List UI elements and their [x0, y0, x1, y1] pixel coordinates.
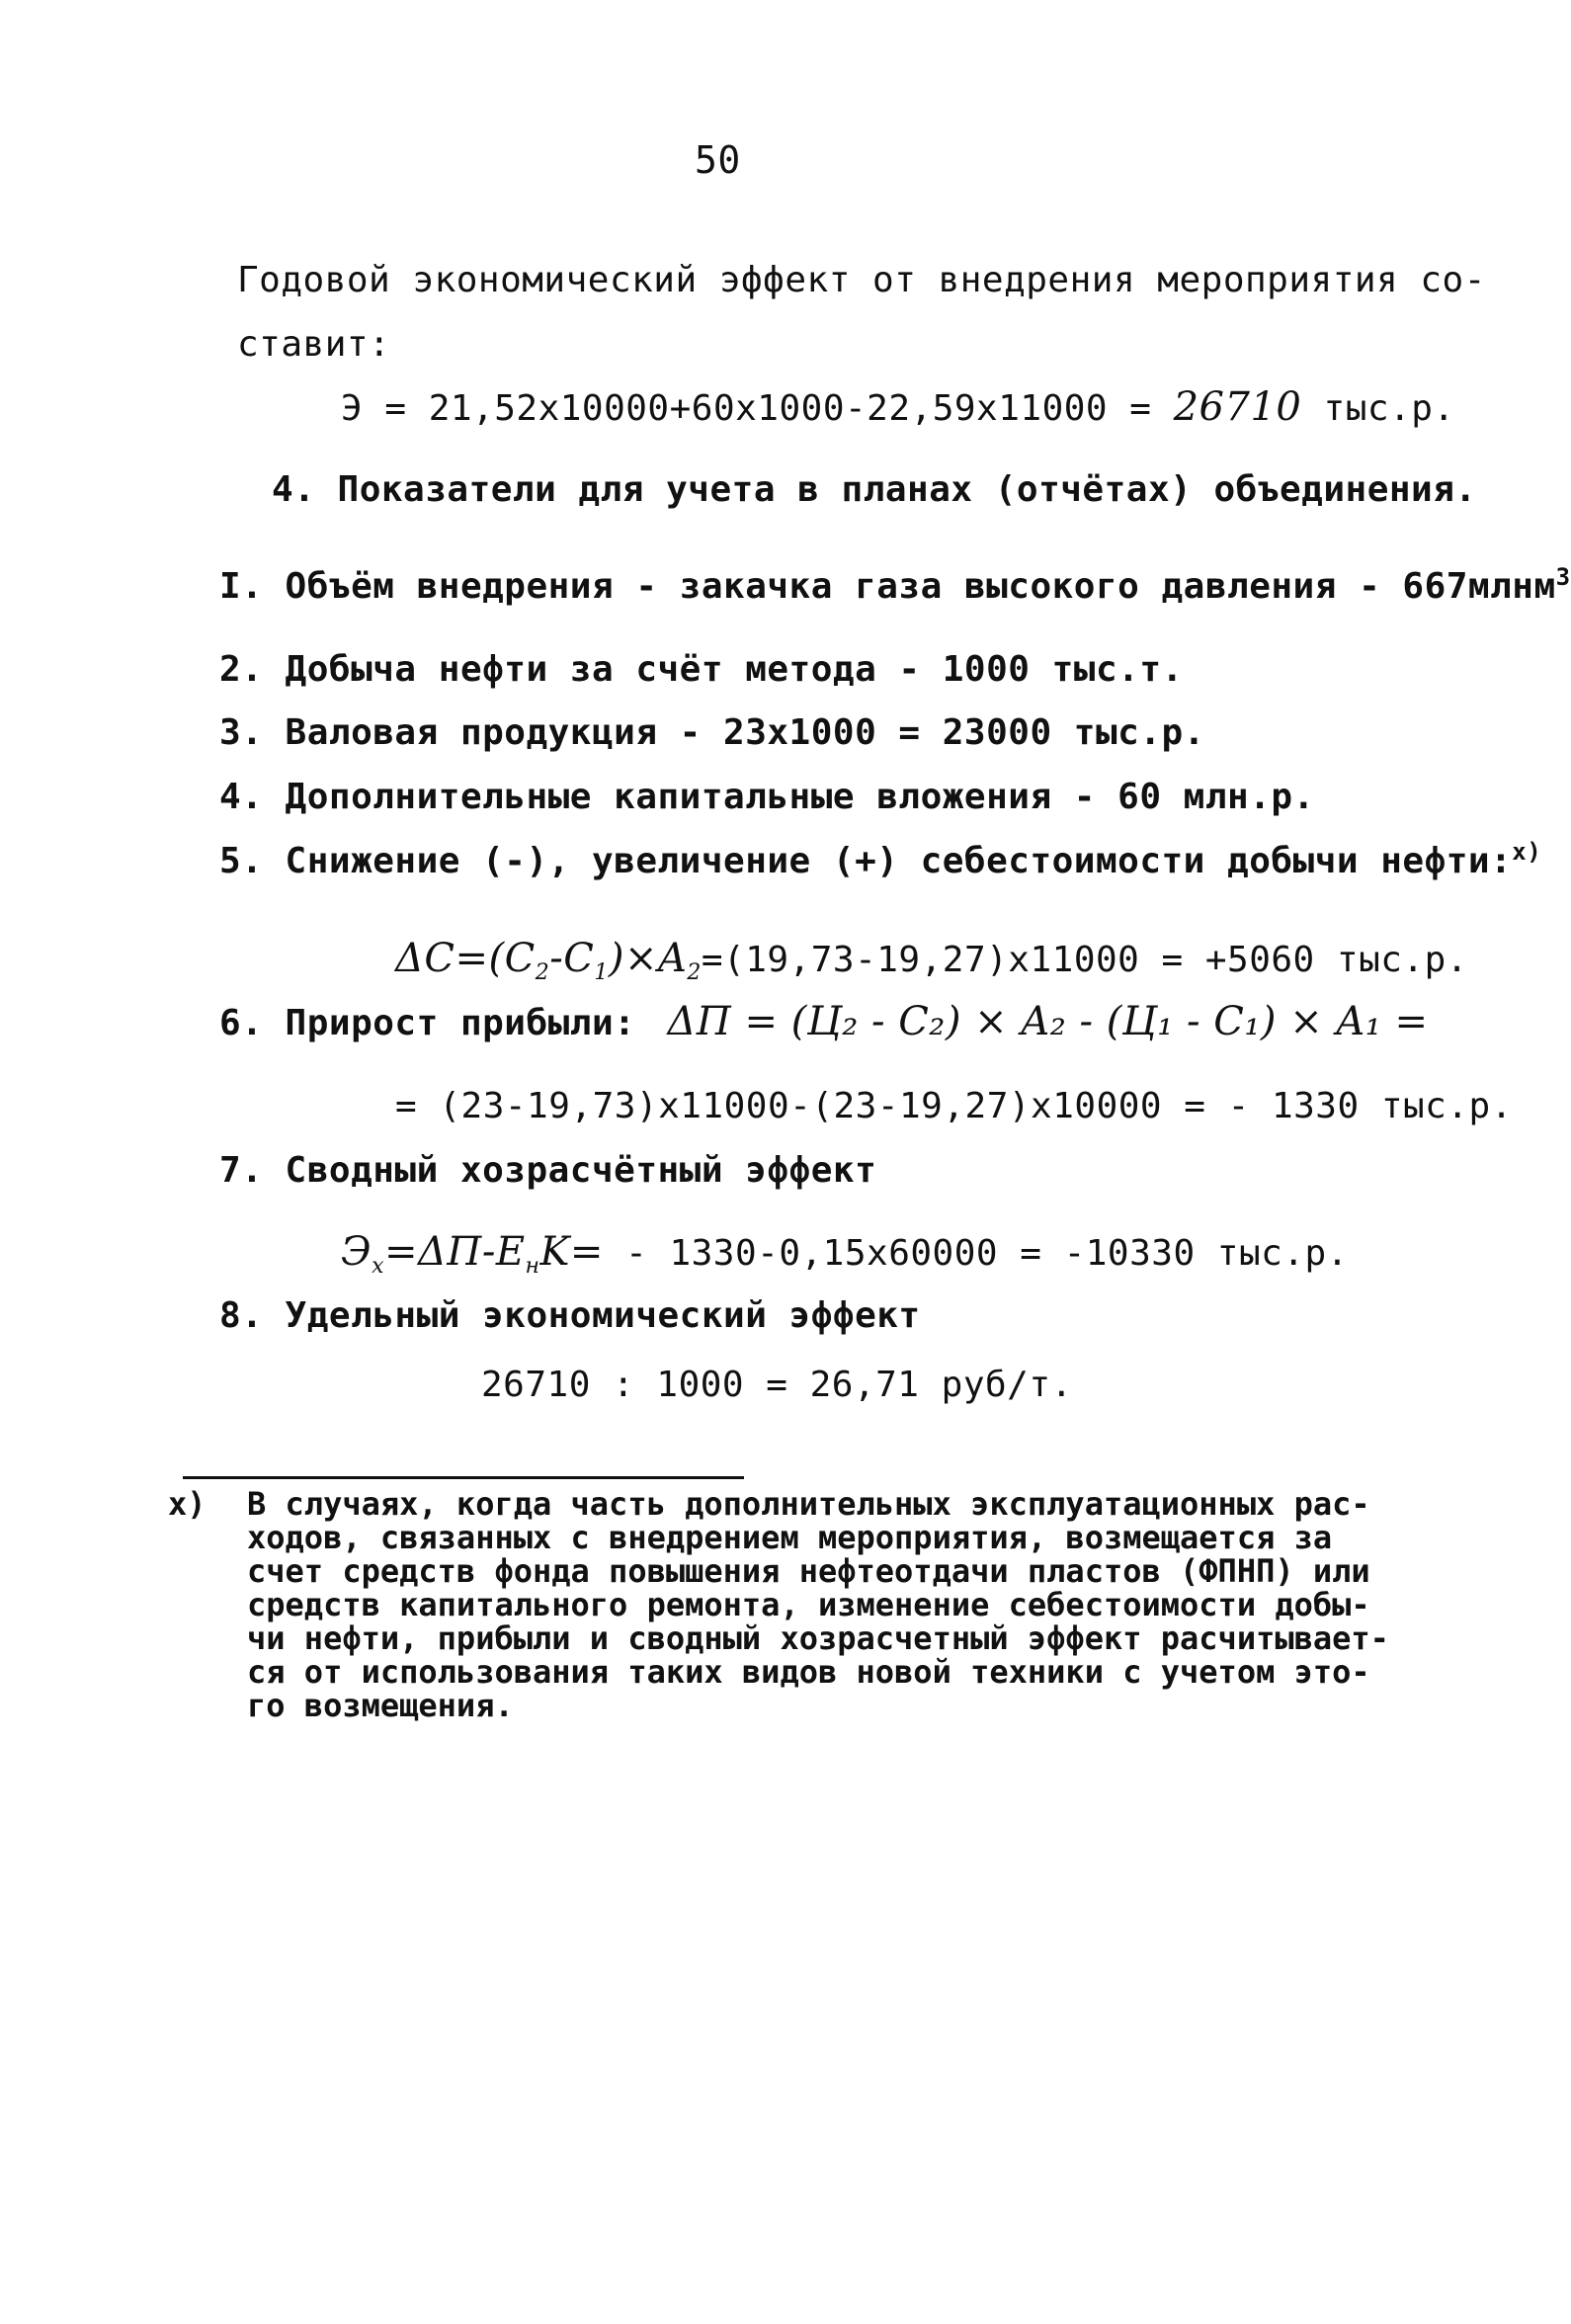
formula-main	[341, 385, 1455, 431]
formula-cost-rhs: =(19,73-19,27)х11000 = +5060 тыс.р.	[701, 940, 1468, 980]
list-item-text: Валовая продукция - 23х1000 = 23000 тыс.р.	[285, 712, 1205, 753]
page-number: 50	[695, 138, 741, 182]
formula-profit-continuation: = (23-19,73)х11000-(23-19,27)х10000 = - 1330 тыс.р.	[395, 1086, 1513, 1126]
list-item-sup: 3	[1555, 563, 1571, 591]
list-item-7	[219, 1149, 876, 1193]
formula-effect-rhs: - 1330-0,15х60000 = -10330 тыс.р.	[603, 1233, 1349, 1274]
formula-specific: 26710 : 1000 = 26,71 руб/т.	[481, 1365, 1073, 1405]
list-item-number: 6.	[219, 1003, 264, 1043]
list-item-number: 3.	[219, 712, 264, 753]
formula-main-unit: тыс.р.	[1301, 388, 1455, 429]
list-item-3	[219, 711, 1205, 755]
formula-effect: $Э_х=\Delta П-E_нK= - 1330-0,15х60000 = -10330$ тыс.р.	[341, 1229, 1349, 1280]
footnote-divider	[183, 1476, 744, 1479]
list-item-text: Добыча нефти за счёт метода - 1000 тыс.т.	[285, 649, 1184, 690]
list-item-number: I.	[219, 566, 264, 607]
list-item-8	[219, 1294, 921, 1338]
list-item-text: Объём внедрения - закачка газа высокого давления - 667млнм	[285, 566, 1556, 607]
list-item-4	[219, 776, 1315, 819]
intro-line-1: Годовой экономический эффект от внедрения мероприятия со-	[237, 260, 1486, 300]
list-item-text: Снижение (-), увеличение (+) себестоимости добычи нефти:	[285, 841, 1513, 881]
formula-profit-hand: ΔП = (Ц₂ - C₂) × A₂ - (Ц₁ - C₁) × A₁ =	[667, 999, 1429, 1044]
list-item-6	[219, 1000, 1429, 1045]
list-item-text: Прирост прибыли:	[285, 1003, 636, 1043]
formula-main-result: 26710	[1173, 384, 1302, 430]
section-heading: 4. Показатели для учета в планах (отчётах) объединения.	[272, 469, 1477, 510]
list-item-text: Удельный экономический эффект	[285, 1295, 921, 1336]
list-item-text: Дополнительные капитальные вложения - 60 млн.р.	[285, 777, 1315, 817]
list-item-number: 4.	[219, 777, 264, 817]
list-item-number: 8.	[219, 1295, 264, 1336]
list-item-5	[219, 840, 1541, 883]
formula-main-lhs: Э = 21,52х10000+60х1000-22,59х11000 =	[341, 388, 1174, 429]
intro-line-2: ставит:	[237, 324, 391, 365]
footnote-mark: х)	[168, 1485, 207, 1523]
formula-cost: $\Delta C=(C_2-C_1)\times A_2=(19,73-19,27)х11000 = +5060$ тыс.р.	[395, 936, 1468, 986]
footnote	[168, 1487, 1423, 1722]
footnote-text: В случаях, когда часть дополнительных эксплуатационных рас- ходов, связанных с внедрением мероприятия, возмещается за счет средств фонда повышения нефтеотдачи пластов (ФПНП) или средств капитального ремонта, изменение себестоимости добы- чи нефти, прибыли и сводный хозрасчетный эффект расчитывает- ся от использования таких видов новой техники с учетом это- го возмещения.	[247, 1485, 1389, 1724]
list-item-number: 5.	[219, 841, 264, 881]
list-item-number: 7.	[219, 1150, 264, 1191]
list-item-sup: х)	[1512, 838, 1542, 866]
list-item-number: 2.	[219, 649, 264, 690]
list-item-2	[219, 648, 1184, 692]
formula-cost-hand: ΔC=(C	[395, 936, 536, 981]
list-item-text: Сводный хозрасчётный эффект	[285, 1150, 877, 1191]
list-item-1	[219, 565, 1571, 609]
